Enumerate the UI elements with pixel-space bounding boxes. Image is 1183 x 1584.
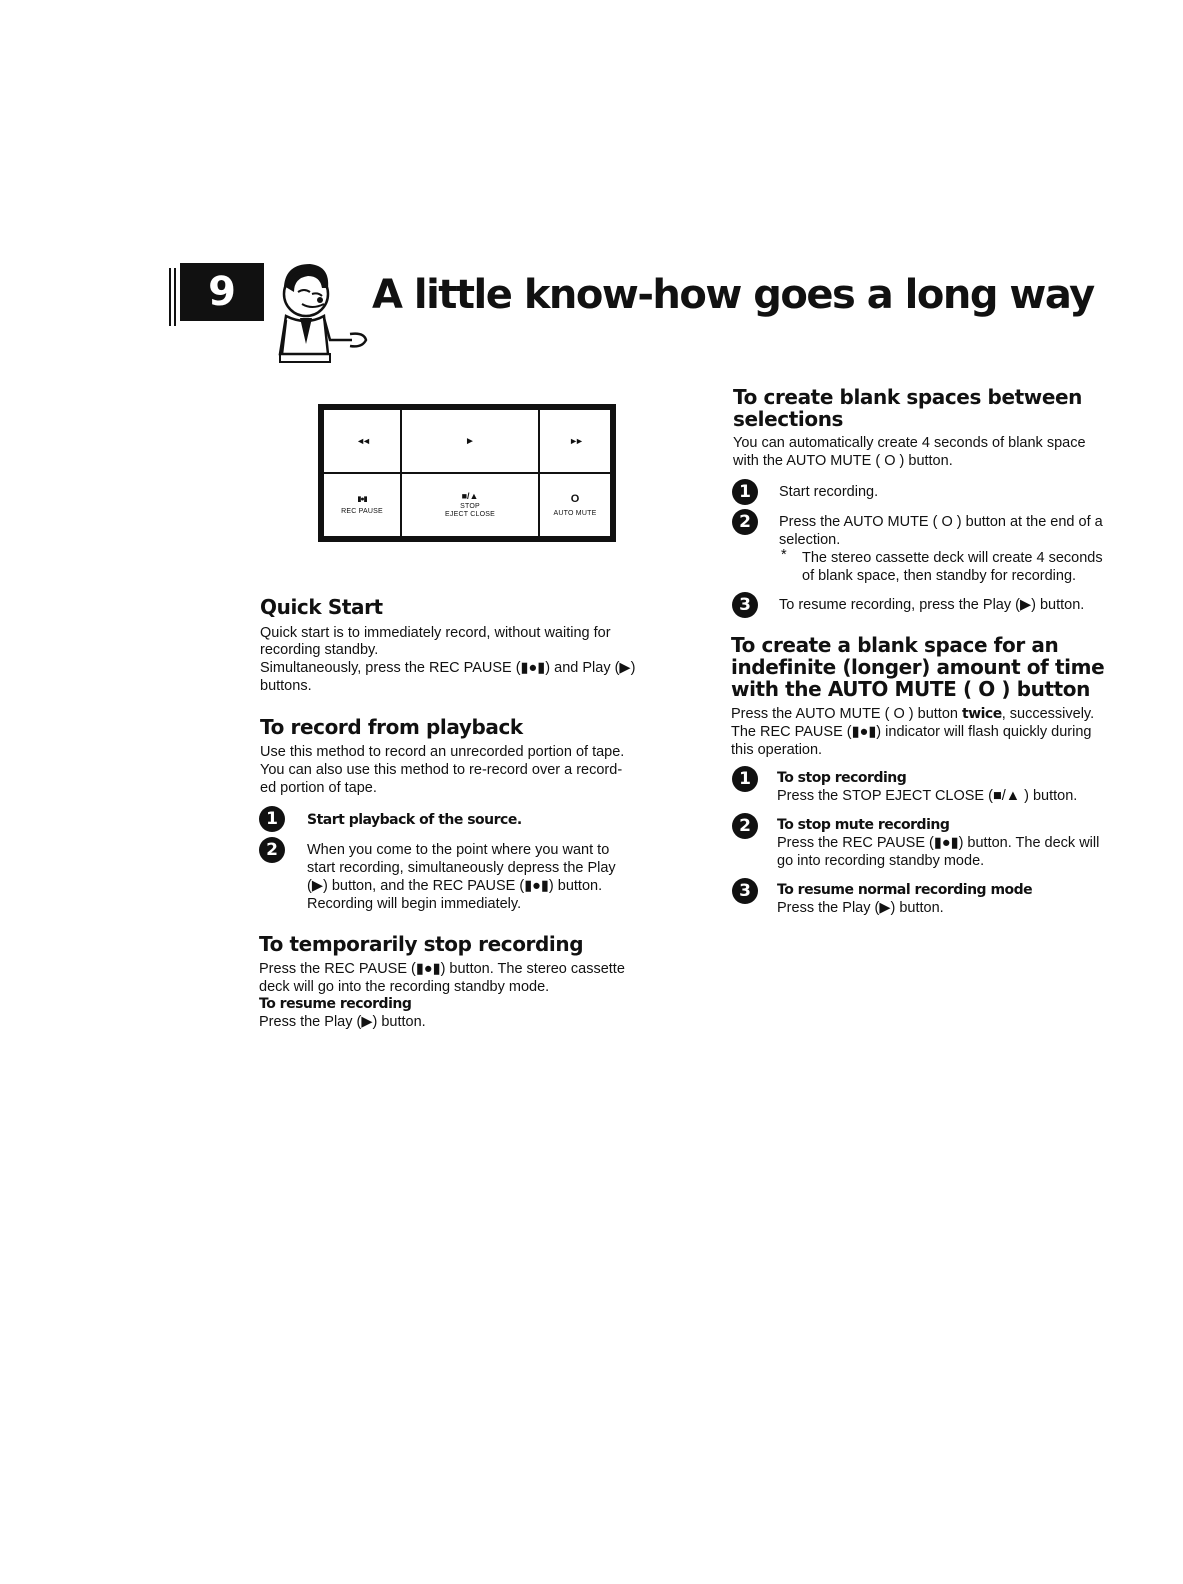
eject-close-label: EJECT CLOSE	[445, 511, 495, 518]
chapter-side-bars	[169, 268, 177, 326]
auto-mute-label: AUTO MUTE	[553, 509, 597, 517]
indefinite-line-3: this operation.	[731, 742, 823, 758]
indefinite-step-2-line-2: go into recording standby mode.	[777, 853, 985, 869]
step-2-bullet: 2	[259, 837, 285, 863]
temp-stop-heading: To temporarily stop recording	[259, 932, 584, 956]
indefinite-heading-line-2: indefinite (longer) amount of time	[731, 655, 1105, 679]
play-button	[400, 408, 540, 474]
auto-mute-button	[538, 472, 612, 538]
indefinite-step-1-bullet: 1	[732, 766, 758, 792]
blank-step-3: To resume recording, press the Play (▶) button.	[779, 597, 1085, 613]
quick-start-line-2: recording standby.	[260, 642, 379, 658]
auto-mute-icon: O	[570, 492, 580, 505]
temp-stop-line-1: Press the REC PAUSE (▮●▮) button. The stereo cassette	[259, 961, 625, 977]
quick-start-line-4: buttons.	[260, 678, 312, 694]
indefinite-line-1	[731, 705, 1094, 723]
temp-stop-line-2: deck will go into the recording standby mode.	[259, 979, 550, 995]
blank-step-1-bullet: 1	[732, 479, 758, 505]
record-playback-step-2-line-1: When you come to the point where you want to	[307, 842, 610, 858]
indefinite-line-1-bold: twice	[962, 706, 1002, 722]
indefinite-step-1-title: To stop recording	[777, 770, 907, 786]
quick-start-line-3: Simultaneously, press the REC PAUSE (▮●▮) and Play (▶)	[260, 660, 636, 676]
indefinite-step-3-bullet: 3	[732, 878, 758, 904]
step-1-bullet: 1	[259, 806, 285, 832]
note-star: *	[781, 547, 787, 563]
record-playback-step-2-line-3: (▶) button, and the REC PAUSE (▮●▮) button.	[307, 878, 603, 894]
stop-label: STOP	[460, 503, 480, 510]
indefinite-step-1-text: Press the STOP EJECT CLOSE (■/▲ ) button.	[777, 788, 1078, 804]
stop-eject-button	[400, 472, 540, 538]
rewind-icon: ◄◄	[356, 436, 368, 446]
indefinite-heading-line-1: To create a blank space for an	[731, 633, 1059, 657]
chapter-number: 9	[208, 269, 236, 315]
record-playback-line-2: You can also use this method to re-record over a record-	[260, 762, 623, 778]
fast-forward-button	[538, 408, 612, 474]
stop-eject-icon: ■/▲	[461, 491, 479, 501]
rec-pause-button	[322, 472, 402, 538]
blank-spaces-heading-line-2: selections	[733, 407, 844, 431]
indefinite-step-2-bullet: 2	[732, 813, 758, 839]
indefinite-step-2-title: To stop mute recording	[777, 817, 950, 833]
record-playback-step-1: Start playback of the source.	[307, 812, 522, 828]
mascot-illustration	[272, 258, 372, 370]
blank-spaces-line-2: with the AUTO MUTE ( O ) button.	[733, 453, 953, 469]
indefinite-heading-line-3: with the AUTO MUTE ( O ) button	[731, 677, 1090, 701]
record-from-playback-heading: To record from playback	[260, 715, 523, 739]
quick-start-heading: Quick Start	[260, 595, 383, 619]
page-title: A little know-how goes a long way	[372, 272, 1094, 318]
indefinite-step-3-title: To resume normal recording mode	[777, 882, 1033, 898]
cassette-control-panel	[318, 404, 616, 542]
rec-pause-icon: ▮●▮	[357, 495, 367, 503]
resume-recording-subheading: To resume recording	[259, 996, 412, 1012]
indefinite-line-1-post: , successively.	[1001, 706, 1095, 722]
blank-step-2-bullet: 2	[732, 509, 758, 535]
quick-start-line-1: Quick start is to immediately record, without waiting for	[260, 625, 611, 641]
rec-pause-label: REC PAUSE	[341, 507, 383, 515]
blank-spaces-heading-line-1: To create blank spaces between	[733, 385, 1083, 409]
blank-step-2-line-2: selection.	[779, 532, 841, 548]
temp-stop-line-3: Press the Play (▶) button.	[259, 1014, 426, 1030]
record-playback-step-2-line-4: Recording will begin immediately.	[307, 896, 522, 912]
blank-step-2-line-1: Press the AUTO MUTE ( O ) button at the end of a	[779, 514, 1103, 530]
indefinite-line-1-pre: Press the AUTO MUTE ( O ) button	[731, 706, 962, 722]
indefinite-line-2: The REC PAUSE (▮●▮) indicator will flash quickly during	[731, 724, 1092, 740]
play-icon: ►	[465, 435, 475, 447]
record-playback-line-3: ed portion of tape.	[260, 780, 377, 796]
indefinite-step-3-text: Press the Play (▶) button.	[777, 900, 944, 916]
blank-step-3-bullet: 3	[732, 592, 758, 618]
blank-note-line-1: The stereo cassette deck will create 4 seconds	[802, 550, 1103, 566]
chapter-number-box	[180, 263, 264, 321]
blank-note-line-2: of blank space, then standby for recording.	[802, 568, 1077, 584]
record-playback-step-2-line-2: start recording, simultaneously depress the Play	[307, 860, 616, 876]
fast-forward-icon: ►►	[569, 436, 581, 446]
indefinite-step-2-line-1: Press the REC PAUSE (▮●▮) button. The deck will	[777, 835, 1100, 851]
blank-spaces-line-1: You can automatically create 4 seconds of blank space	[733, 435, 1086, 451]
rewind-button	[322, 408, 402, 474]
record-playback-line-1: Use this method to record an unrecorded portion of tape.	[260, 744, 625, 760]
blank-step-1: Start recording.	[779, 484, 879, 500]
